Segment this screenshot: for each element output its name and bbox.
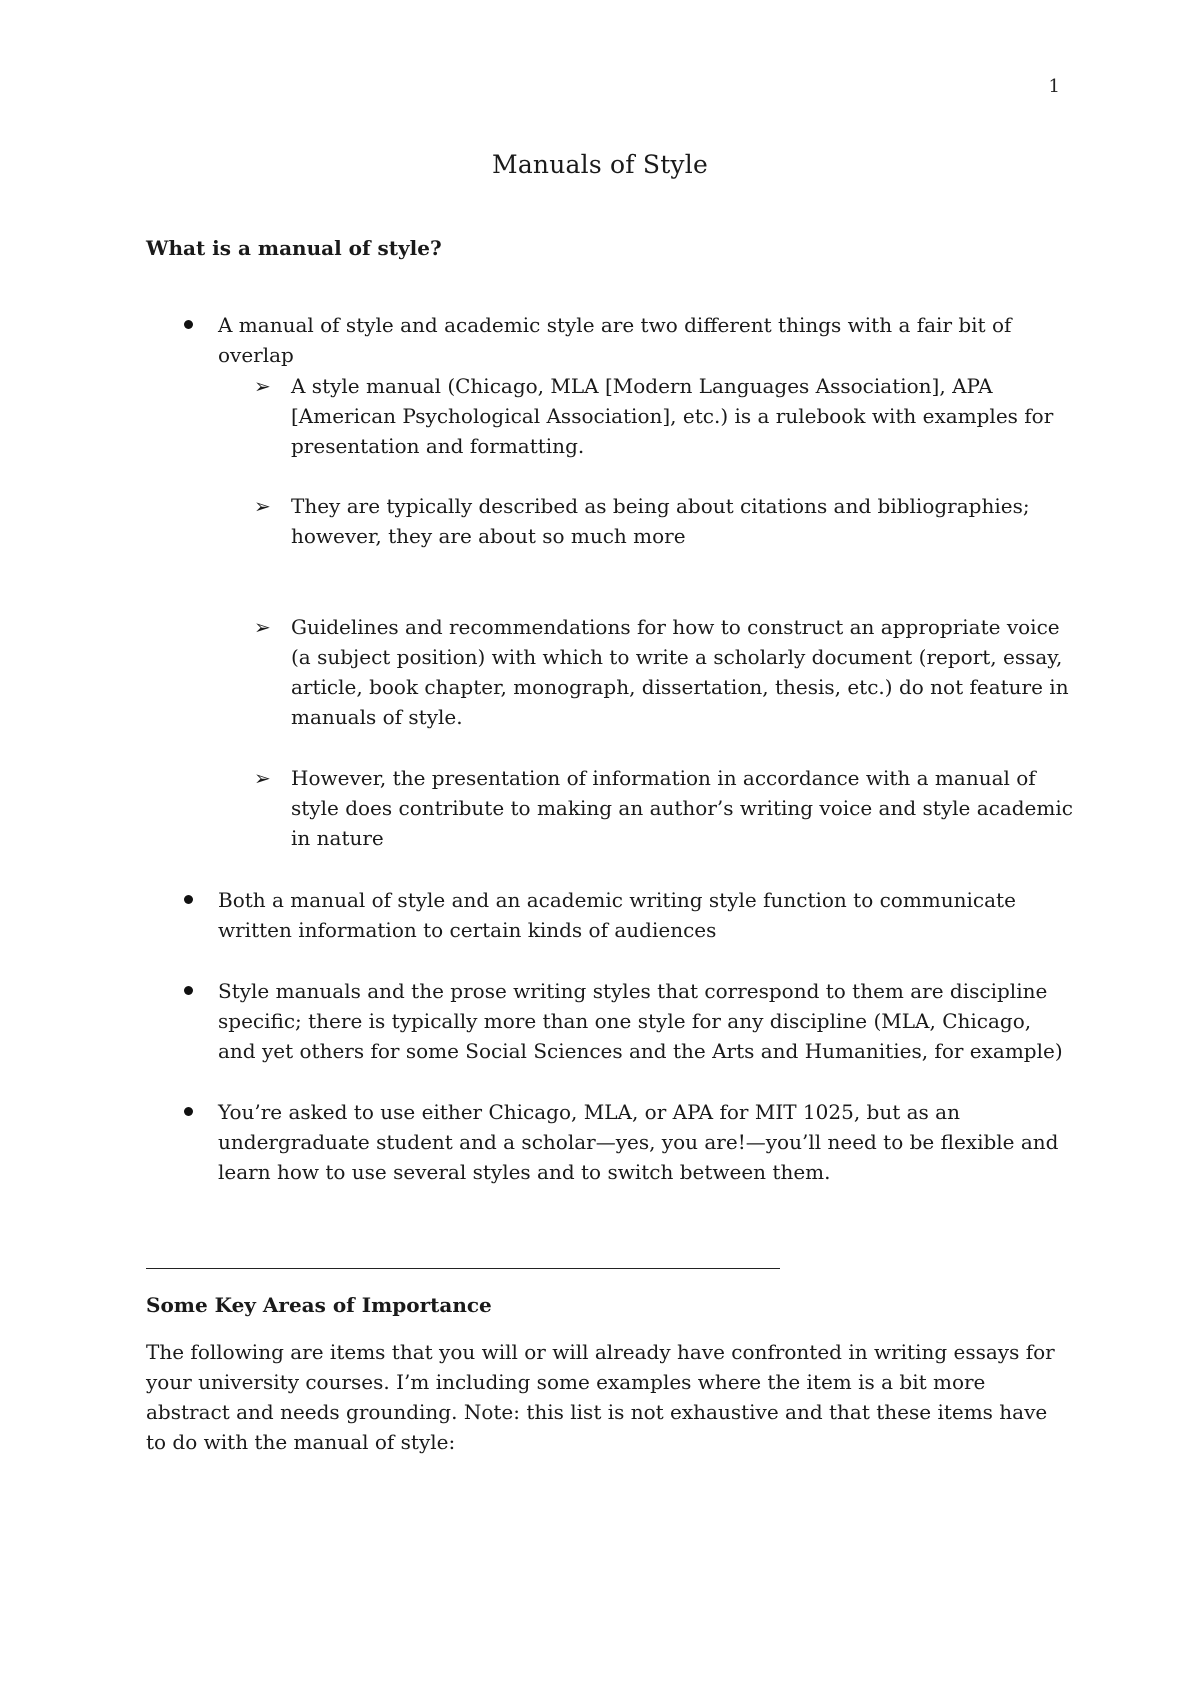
bullet-icon <box>182 310 216 340</box>
subpoint-text: A style manual (Chicago, MLA [Modern Languages Association], APA [American Psychological Association], etc.) is a rulebook with examples for presentation and formatting. <box>291 374 1054 458</box>
arrowhead-icon: ➢ <box>254 615 271 639</box>
section-heading-what-is: What is a manual of style? <box>146 236 442 260</box>
bullet-text: Both a manual of style and an academic writing style function to communicate written information to certain kinds of audiences <box>218 888 1016 942</box>
page-number: 1 <box>1048 76 1060 97</box>
bullet-text: You’re asked to use either Chicago, MLA, or APA for MIT 1025, but as an undergraduate student and a scholar—yes, you are!—you’ll need to be flexible and learn how to use several styles and to switch between them. <box>218 1100 1059 1184</box>
bullet-icon <box>182 1097 216 1127</box>
subpoint-text: Guidelines and recommendations for how to construct an appropriate voice (a subject position) with which to write a scholarly document (report, essay, article, book chapter, monograph, dissertation, thesis, etc.) do not feature in manuals of style. <box>291 615 1069 729</box>
bullet-icon <box>182 885 216 915</box>
document-title: Manuals of Style <box>492 150 708 179</box>
intro-paragraph: The following are items that you will or will already have confronted in writing essays for your university courses. I’m including some examples where the item is a bit more abstract and needs grounding. Note: this list is not exhaustive and that these items have to do with the manual of style: <box>146 1340 1055 1454</box>
arrowhead-icon: ➢ <box>254 374 271 398</box>
bullet-text: A manual of style and academic style are two different things with a fair bit of overlap <box>218 313 1012 367</box>
section-heading-key-areas: Some Key Areas of Importance <box>146 1293 492 1317</box>
bullet-text: Style manuals and the prose writing styles that correspond to them are discipline specific; there is typically more than one style for any discipline (MLA, Chicago, and yet others for some Social Sciences and the Arts and Humanities, for example) <box>218 979 1063 1063</box>
arrowhead-icon: ➢ <box>254 494 271 518</box>
subpoint-text: They are typically described as being about citations and bibliographies; however, they are about so much more <box>291 494 1030 548</box>
arrowhead-icon: ➢ <box>254 766 271 790</box>
bullet-icon <box>182 976 216 1006</box>
horizontal-rule <box>146 1268 780 1269</box>
subpoint-text: However, the presentation of information in accordance with a manual of style does contribute to making an author’s writing voice and style academic in nature <box>291 766 1073 850</box>
